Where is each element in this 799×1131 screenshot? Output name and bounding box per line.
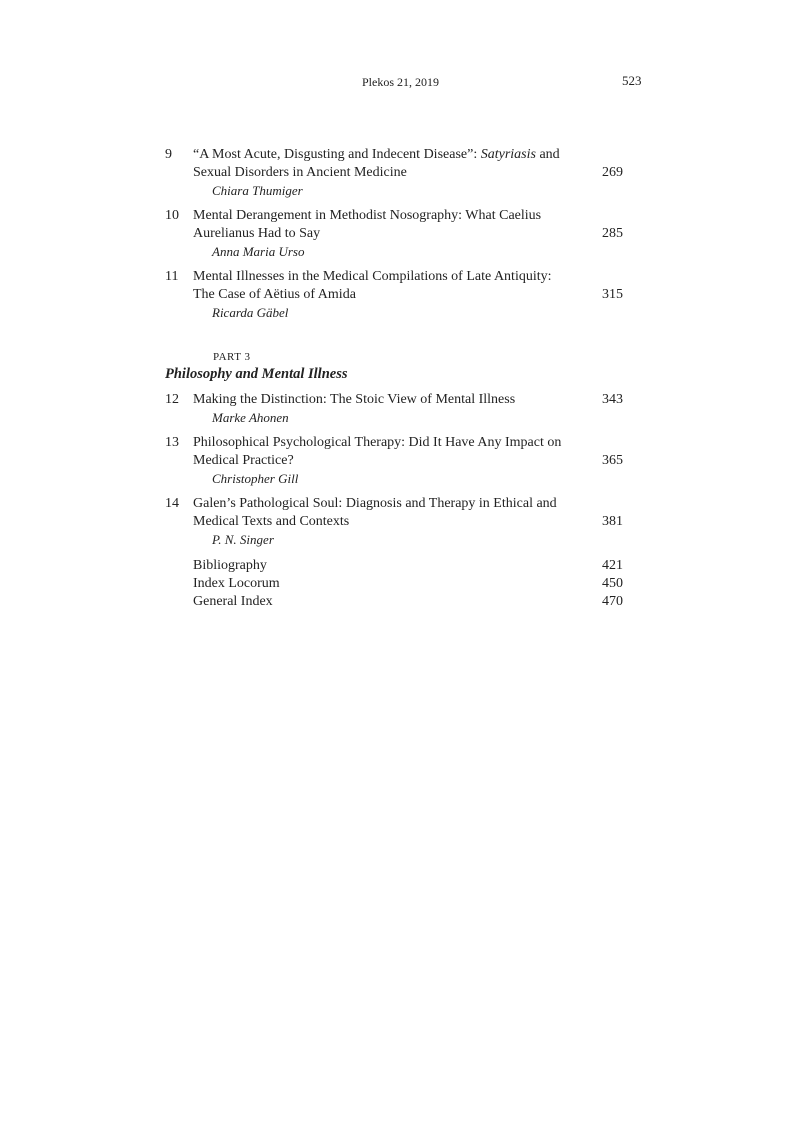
back-matter-page: 421 — [602, 558, 623, 573]
back-matter-title: General Index — [193, 594, 273, 609]
part-label: PART 3 — [213, 351, 251, 363]
chapter-author: Chiara Thumiger — [212, 183, 303, 198]
part-title: Philosophy and Mental Illness — [165, 366, 348, 382]
chapter-title-line1: “A Most Acute, Disgusting and Indecent Disease”: Satyriasis and — [193, 147, 560, 162]
back-matter-page: 450 — [602, 576, 623, 591]
chapter-number: 12 — [165, 392, 179, 407]
chapter-author: Marke Ahonen — [212, 410, 289, 425]
chapter-page: 381 — [602, 514, 623, 529]
chapter-number: 13 — [165, 435, 179, 450]
chapter-number: 9 — [165, 147, 172, 162]
chapter-author: Christopher Gill — [212, 471, 299, 486]
chapter-author: Anna Maria Urso — [212, 244, 305, 259]
chapter-author: P. N. Singer — [212, 532, 274, 547]
back-matter-title: Index Locorum — [193, 576, 280, 591]
chapter-page: 269 — [602, 165, 623, 180]
chapter-page: 285 — [602, 226, 623, 241]
chapter-author: Ricarda Gäbel — [212, 305, 289, 320]
chapter-title-line2: Sexual Disorders in Ancient Medicine — [193, 165, 407, 180]
chapter-number: 10 — [165, 208, 179, 223]
chapter-title-line1: Philosophical Psychological Therapy: Did It Have Any Impact on — [193, 435, 562, 450]
italic-term: Satyriasis — [480, 147, 536, 162]
chapter-title-line1: Making the Distinction: The Stoic View of Mental Illness — [193, 392, 516, 407]
chapter-page: 343 — [602, 392, 623, 407]
chapter-title-line2: Aurelianus Had to Say — [193, 226, 321, 241]
back-matter-page: 470 — [602, 594, 623, 609]
chapter-number: 14 — [165, 496, 179, 511]
back-matter-title: Bibliography — [193, 558, 267, 573]
chapter-page: 365 — [602, 453, 623, 468]
running-title: Plekos 21, 2019 — [362, 75, 440, 89]
chapter-number: 11 — [165, 269, 179, 284]
chapter-title-line2: The Case of Aëtius of Amida — [193, 287, 356, 302]
chapter-title-line1: Galen’s Pathological Soul: Diagnosis and Therapy in Ethical and — [193, 496, 557, 511]
chapter-title-line1: Mental Illnesses in the Medical Compilations of Late Antiquity: — [193, 269, 552, 284]
chapter-title-line1: Mental Derangement in Methodist Nosography: What Caelius — [193, 208, 542, 223]
page-number: 523 — [622, 73, 642, 88]
chapter-title-line2: Medical Practice? — [193, 453, 294, 468]
chapter-page: 315 — [602, 287, 623, 302]
chapter-title-line2: Medical Texts and Contexts — [193, 514, 350, 529]
